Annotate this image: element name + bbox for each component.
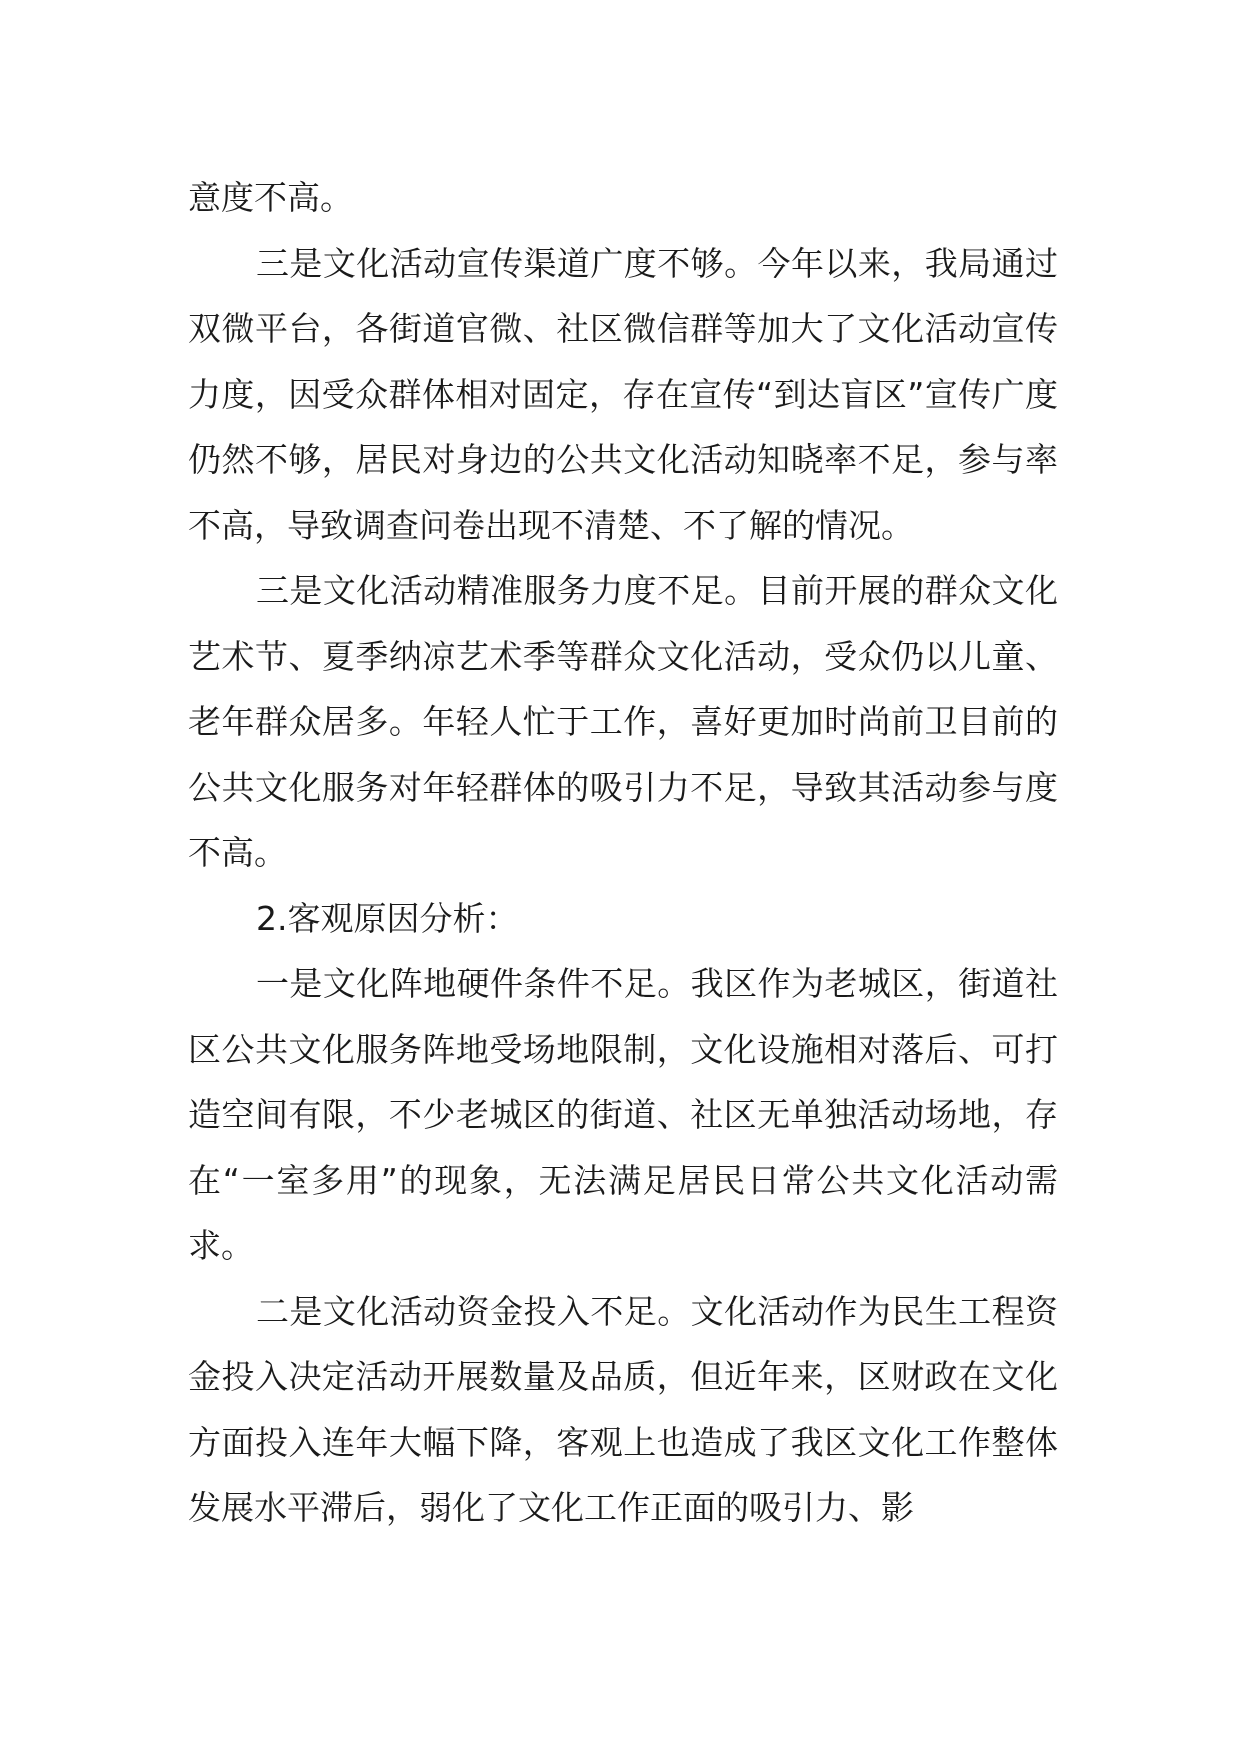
paragraph-continuation: 意度不高。 — [188, 178, 353, 217]
paragraph-publicity-channels: 三是文化活动宣传渠道广度不够。今年以来，我局通过双微平台，各街道官微、社区微信群等加大了文化活动宣传力度，因受众群体相对固定，存在宣传“到达盲区”宣传广度仍然不够，居民对身边的公共文化活动知晓率不足，参与率不高，导致调查问卷出现不清楚、不了解的情况。 — [188, 243, 1058, 545]
paragraph-funding: 二是文化活动资金投入不足。文化活动作为民生工程资金投入决定活动开展数量及品质，但近年来，区财政在文化方面投入连年大幅下降，客观上也造成了我区文化工作整体发展水平滞后，弱化了文化工作正面的吸引力、影 — [188, 1291, 1058, 1527]
document-body — [188, 165, 1058, 1541]
section-heading-objective-causes: 2.客观原因分析： — [256, 898, 519, 938]
paragraph-hardware-conditions: 一是文化阵地硬件条件不足。我区作为老城区，街道社区公共文化服务阵地受场地限制，文化设施相对落后、可打造空间有限，不少老城区的街道、社区无单独活动场地，存在“一室多用”的现象，无法满足居民日常公共文化活动需求。 — [188, 964, 1058, 1265]
paragraph-precise-services: 三是文化活动精准服务力度不足。目前开展的群众文化艺术节、夏季纳凉艺术季等群众文化活动，受众仍以儿童、老年群众居多。年轻人忙于工作，喜好更加时尚前卫目前的公共文化服务对年轻群体的吸引力不足，导致其活动参与度不高。 — [188, 571, 1058, 872]
